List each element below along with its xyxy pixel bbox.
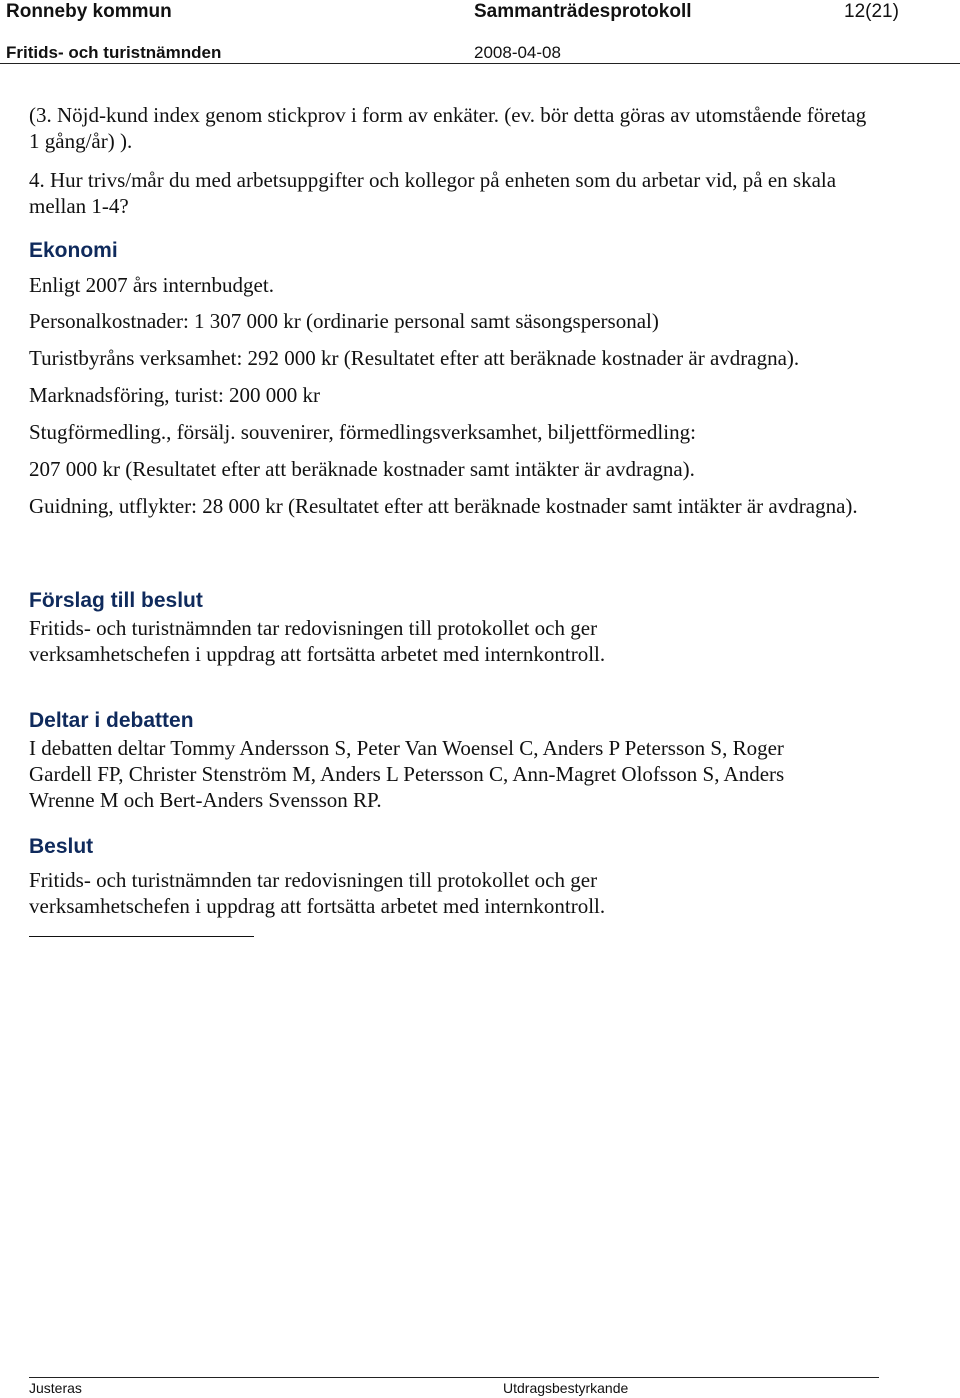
paragraph-budget: Enligt 2007 års internbudget. xyxy=(29,273,274,297)
header-divider xyxy=(0,63,960,64)
paragraph-guiding: Guidning, utflykter: 28 000 kr (Resultatet efter att beräknade kostnader samt intäkter är avdragna). xyxy=(29,494,858,518)
section-heading-debate: Deltar i debatten xyxy=(29,709,194,732)
organization-name: Ronneby kommun xyxy=(6,1,172,22)
debate-line-2: Gardell FP, Christer Stenström M, Anders L Petersson C, Ann-Magret Olofsson S, Anders xyxy=(29,762,785,786)
paragraph-cottage-result: 207 000 kr (Resultatet efter att beräknade kostnader samt intäkter är avdragna). xyxy=(29,457,695,481)
proposal-line-2: verksamhetschefen i uppdrag att fortsätta arbetet med internkontroll. xyxy=(29,642,606,666)
section-heading-decision: Beslut xyxy=(29,835,94,858)
meeting-date: 2008-04-08 xyxy=(474,43,561,62)
paragraph-personnel-costs: Personalkostnader: 1 307 000 kr (ordinarie personal samt säsongspersonal) xyxy=(29,309,659,333)
footer-divider xyxy=(29,1377,879,1378)
debate-line-1: I debatten deltar Tommy Andersson S, Peter Van Woensel C, Anders P Petersson S, Roger xyxy=(29,736,784,760)
section-heading-economy: Ekonomi xyxy=(29,239,118,262)
paragraph-item3: (3. Nöjd-kund index genom stickprov i form av enkäter. (ev. bör detta göras av utomstående företag 1 gång/år) ). xyxy=(29,103,867,153)
debate-line-3: Wrenne M och Bert-Anders Svensson RP. xyxy=(29,788,382,812)
proposal-line-1: Fritids- och turistnämnden tar redovisningen till protokollet och ger xyxy=(29,616,598,640)
section-heading-proposal: Förslag till beslut xyxy=(29,589,203,612)
paragraph-marketing: Marknadsföring, turist: 200 000 kr xyxy=(29,383,321,407)
footer-utdragsbestyrkande: Utdragsbestyrkande xyxy=(503,1380,629,1396)
decision-line-2: verksamhetschefen i uppdrag att fortsätta arbetet med internkontroll. xyxy=(29,894,606,918)
document-type: Sammanträdesprotokoll xyxy=(474,1,692,22)
paragraph-tourist-office: Turistbyråns verksamhet: 292 000 kr (Resultatet efter att beräknade kostnader är avdragna). xyxy=(29,346,800,370)
end-divider-line xyxy=(29,936,254,937)
paragraph-cottage-booking: Stugförmedling., försälj. souvenirer, förmedlingsverksamhet, biljettförmedling: xyxy=(29,420,696,444)
page-number: 12(21) xyxy=(844,1,899,22)
board-name: Fritids- och turistnämnden xyxy=(6,43,222,62)
footer-justeras: Justeras xyxy=(29,1380,82,1396)
decision-line-1: Fritids- och turistnämnden tar redovisningen till protokollet och ger xyxy=(29,868,598,892)
paragraph-item4: 4. Hur trivs/mår du med arbetsuppgifter och kollegor på enheten som du arbetar vid, på en skala mellan 1-4? xyxy=(29,168,837,218)
